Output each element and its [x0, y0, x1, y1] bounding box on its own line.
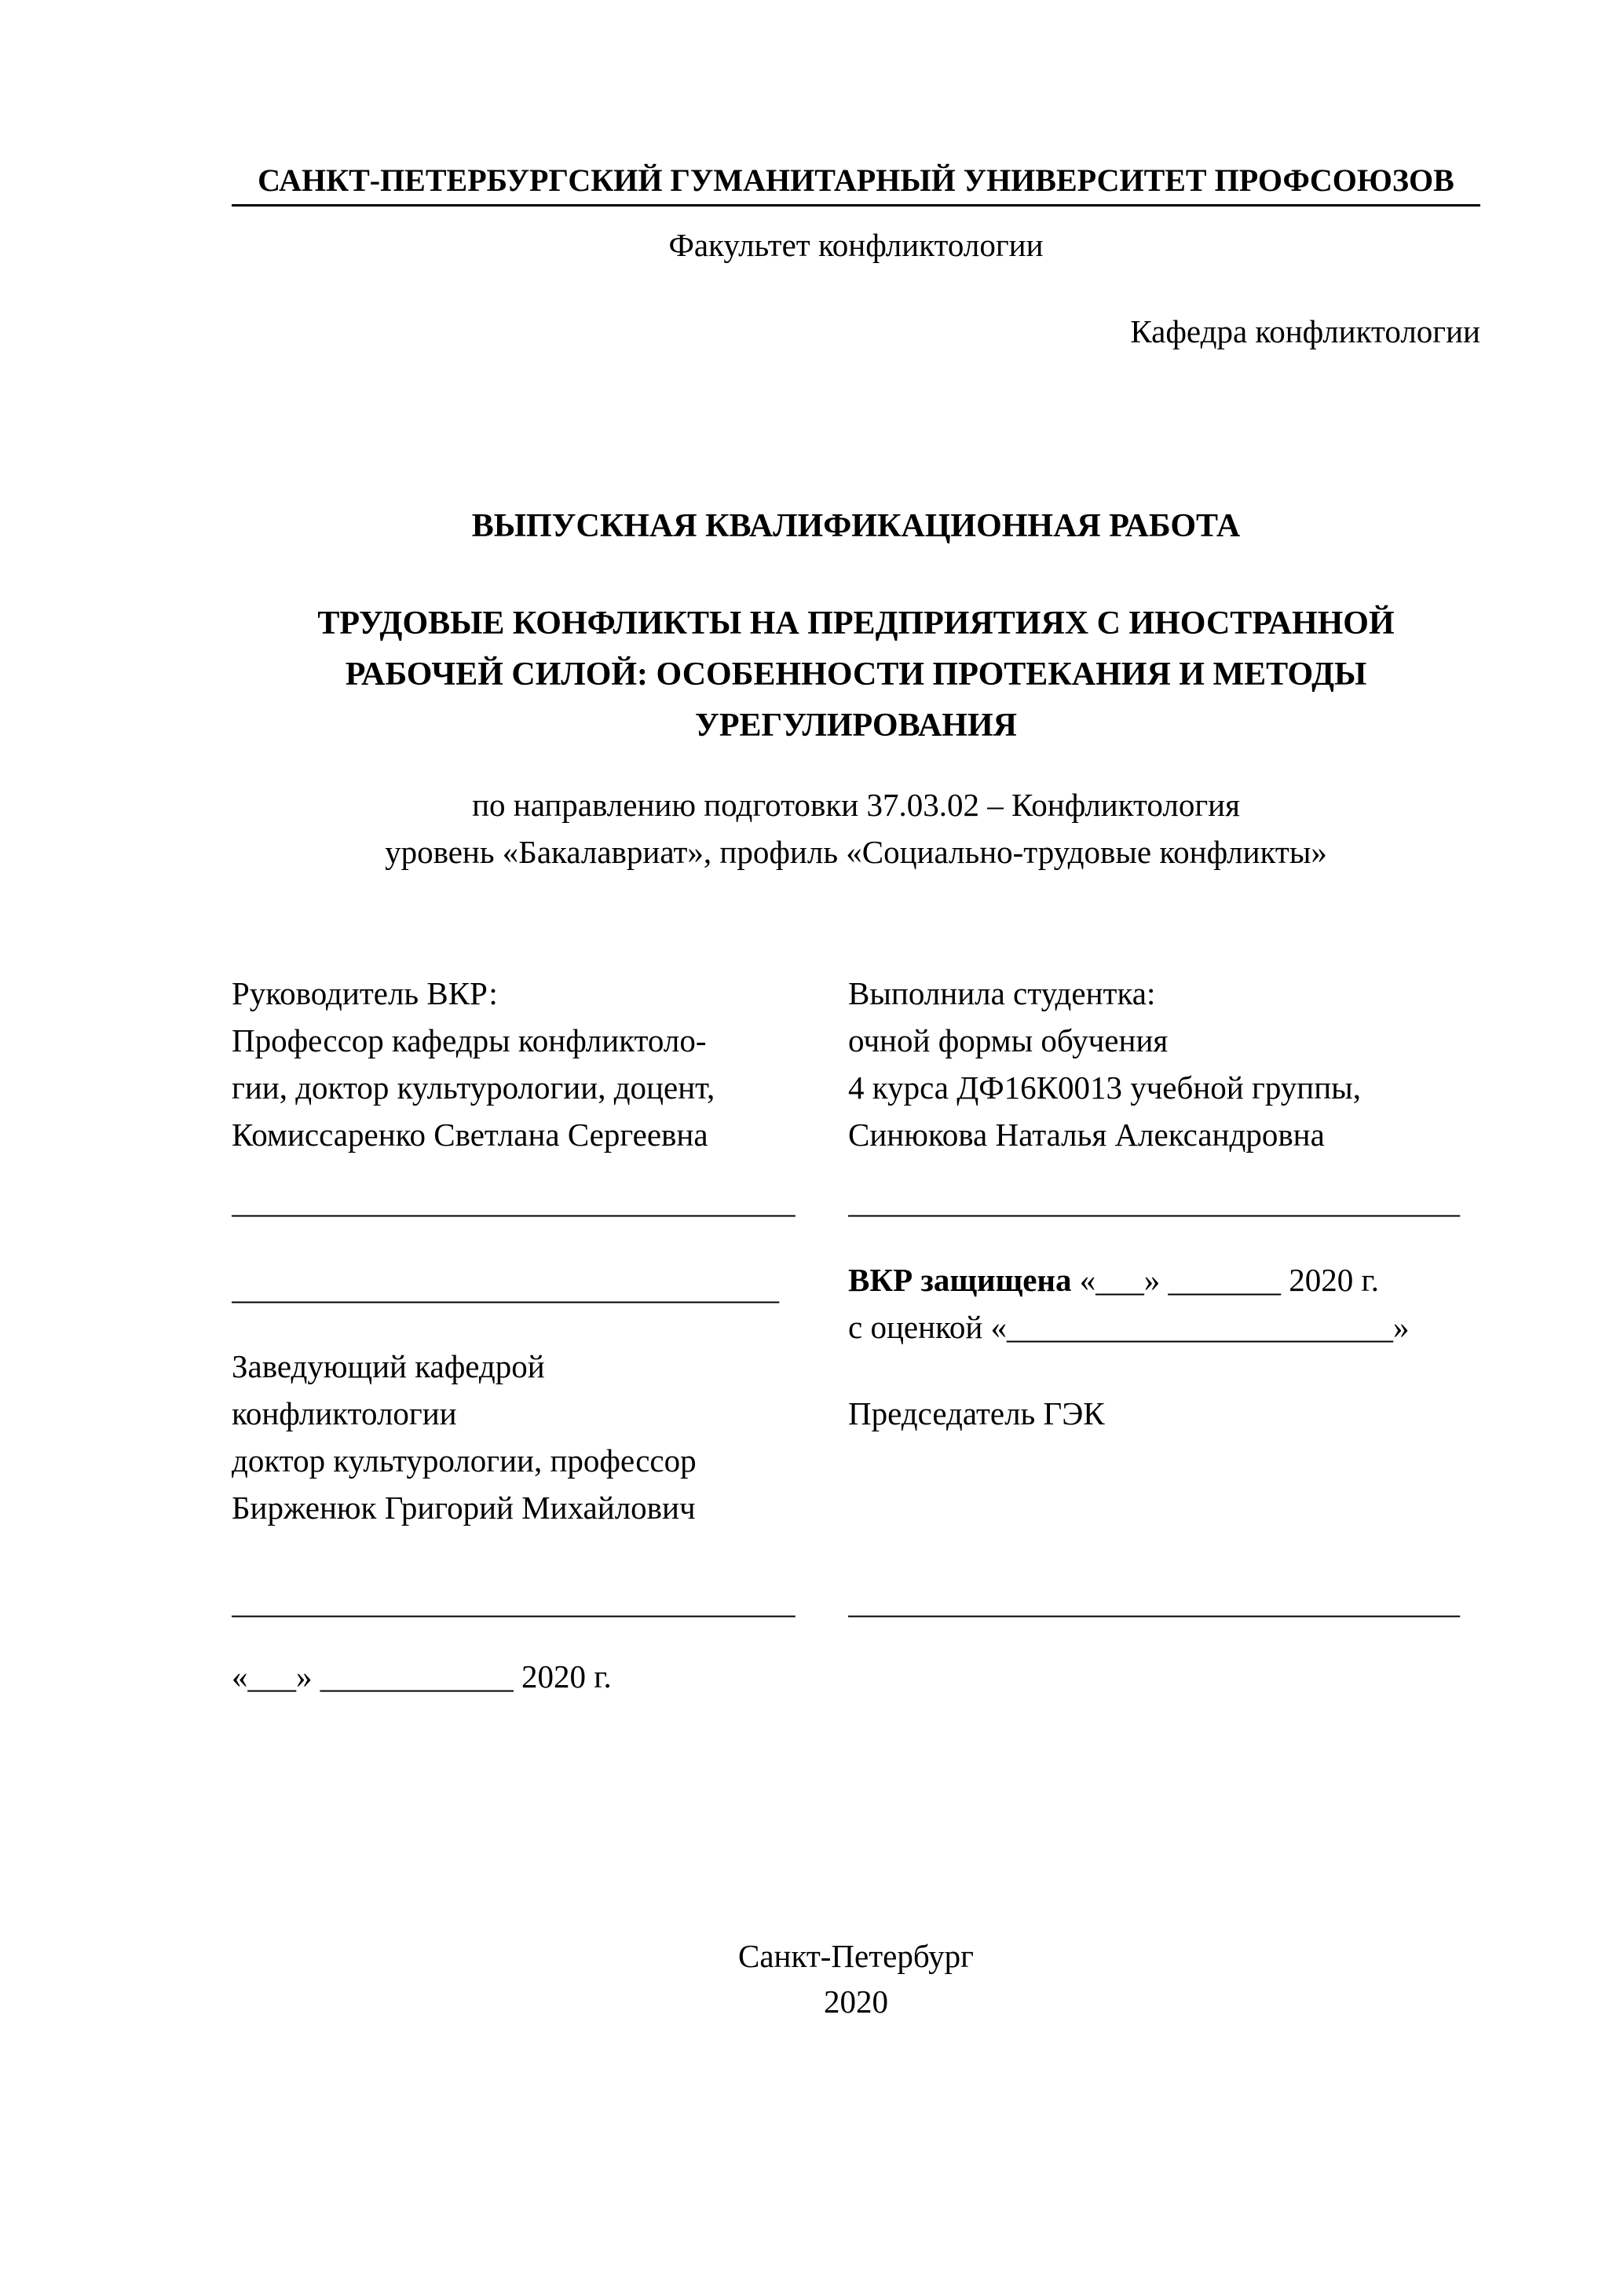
student-group-line: 4 курса ДФ16К0013 учебной группы,	[848, 1069, 1361, 1106]
supervisor-name: Комиссаренко Светлана Сергеевна	[232, 1117, 708, 1153]
head-of-department-name: Бирженюк Григорий Михайлович	[232, 1490, 696, 1526]
thesis-title	[232, 598, 1480, 751]
supervisor-approval-line: __________________________________	[232, 1270, 779, 1306]
student-signature-line: ______________________________________	[848, 1183, 1460, 1219]
supervisor-signature-line: ___________________________________	[232, 1183, 796, 1219]
university-name: САНКТ-ПЕТЕРБУРГСКИЙ ГУМАНИТАРНЫЙ УНИВЕРСИТЕТ ПРОФСОЮЗОВ	[232, 161, 1480, 207]
head-of-department-signature-line: ___________________________________	[232, 1584, 796, 1620]
program-direction-line: по направлению подготовки 37.03.02 – Конфликтология	[472, 787, 1240, 823]
head-of-department-line-1: Заведующий кафедрой	[232, 1348, 545, 1384]
thesis-title-line-1: ТРУДОВЫЕ КОНФЛИКТЫ НА ПРЕДПРИЯТИЯХ С ИНОСТРАННОЙ	[317, 605, 1395, 642]
program-level-line: уровень «Бакалавриат», профиль «Социально-трудовые конфликты»	[385, 834, 1327, 870]
head-of-department-date-line: «___» ____________ 2020 г.	[232, 1658, 612, 1695]
defense-date-label: ВКР защищена	[848, 1262, 1072, 1298]
footer	[232, 1933, 1480, 2024]
footer-year: 2020	[824, 1983, 888, 2020]
committee-chair-signature-line: ______________________________________	[848, 1584, 1460, 1620]
defense-grade-line: с оценкой «________________________»	[848, 1309, 1410, 1345]
committee-chair-label: Председатель ГЭК	[848, 1395, 1105, 1431]
supervisor-label: Руководитель ВКР:	[232, 975, 498, 1011]
thesis-title-line-3: УРЕГУЛИРОВАНИЯ	[695, 707, 1017, 744]
faculty-line: Факультет конфликтологии	[668, 227, 1044, 263]
student-form-line: очной формы обучения	[848, 1022, 1169, 1058]
student-name: Синюкова Наталья Александровна	[848, 1117, 1325, 1153]
work-type-heading: ВЫПУСКНАЯ КВАЛИФИКАЦИОННАЯ РАБОТА	[471, 508, 1241, 544]
supervisor-position-line-2: гии, доктор культурологии, доцент,	[232, 1069, 715, 1106]
head-of-department-line-3: доктор культурологии, профессор	[232, 1442, 697, 1479]
student-column	[848, 970, 1480, 1700]
footer-city: Санкт-Петербург	[738, 1938, 974, 1974]
supervisor-column	[232, 970, 801, 1700]
program-block	[232, 781, 1480, 876]
department-line: Кафедра конфликтологии	[1130, 313, 1480, 349]
page-content	[232, 0, 1480, 2296]
student-label: Выполнила студентка:	[848, 975, 1156, 1011]
thesis-title-line-2: РАБОЧЕЙ СИЛОЙ: ОСОБЕННОСТИ ПРОТЕКАНИЯ И МЕТОДЫ	[345, 656, 1367, 693]
signature-columns	[232, 970, 1480, 1700]
defense-date-line	[848, 1256, 1480, 1303]
supervisor-position-line-1: Профессор кафедры конфликтоло-	[232, 1022, 707, 1058]
head-of-department-line-2: конфликтологии	[232, 1395, 457, 1431]
defense-date-blanks: «___» _______ 2020 г.	[1071, 1262, 1379, 1298]
